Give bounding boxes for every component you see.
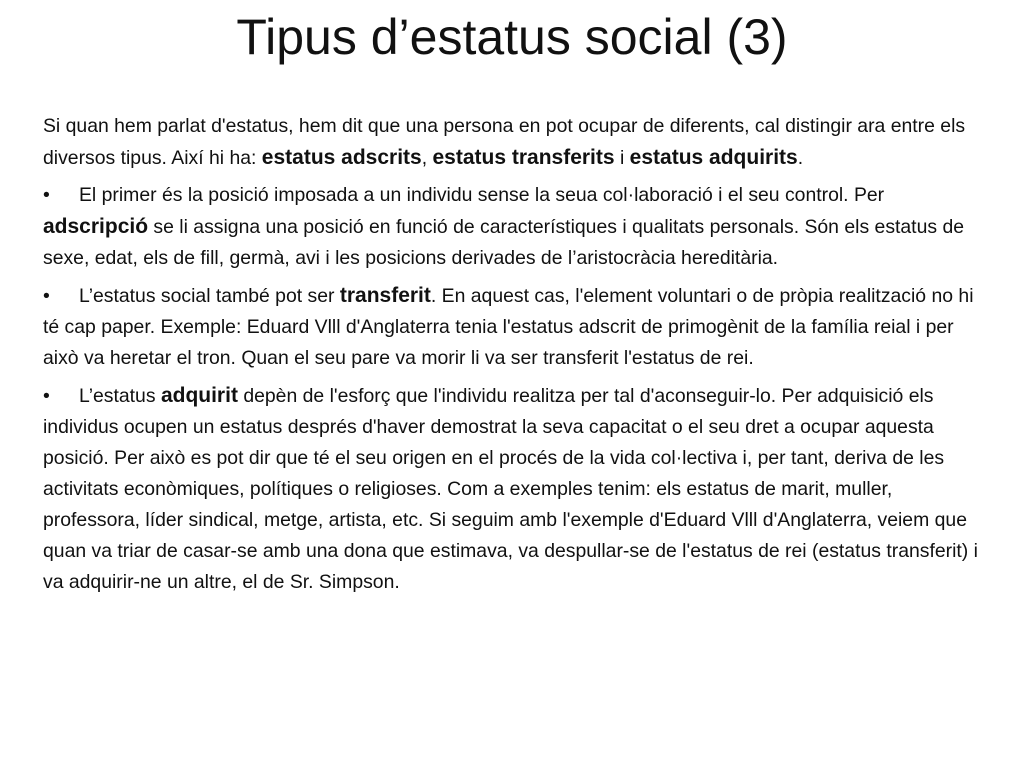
intro-text-4: .: [797, 147, 804, 169]
term-estatus-transferits: estatus transferits: [432, 146, 615, 169]
bullet-icon: •: [43, 184, 50, 206]
bullet-icon: •: [43, 385, 50, 407]
intro-text-2: ,: [421, 147, 433, 169]
bullet-item-adquirit: [43, 380, 988, 598]
intro-text-3: i: [614, 147, 630, 169]
slide-body: [43, 111, 988, 604]
bullet-3-text-1: L’estatus: [79, 385, 161, 407]
bullet-item-transferit: [43, 280, 988, 374]
slide-title: Tipus d’estatus social (3): [236, 9, 788, 65]
intro-text-1: Si quan hem parlat d'estatus, hem dit que una persona en pot ocupar de diferents, cal distingir ara entre els diversos tipus. Així hi ha:: [43, 115, 966, 169]
bullet-3-text-2: depèn de l'esforç que l'individu realitza per tal d'aconseguir-lo. Per adquisició els individus ocupen un estatus després d'haver demostrat la seva capacitat o el seu dret a ocupar aquesta posició. Per això es pot dir que té el seu origen en el procés de la vida col·lectiva i, per tant, deriva de les activitats econòmiques, polítiques o religioses. Com a exemples tenim: els estatus de marit, muller, professora, líder sindical, metge, artista, etc. Si seguim amb l'exemple d'Eduard Vlll d'Anglaterra, veiem que quan va triar de casar-se amb una dona que estimava, va despullar-se de l'estatus de rei (estatus transferit) i va adquirir-ne un altre, el de Sr. Simpson.: [43, 385, 978, 593]
term-adscripcio: adscripció: [43, 215, 149, 238]
bullet-item-adscrit: [43, 180, 988, 274]
term-adquirit: adquirit: [160, 384, 238, 407]
bullet-1-text-1: El primer és la posició imposada a un individu sense la seua col·laboració i el seu control. Per: [79, 184, 885, 206]
bullet-icon: •: [43, 285, 50, 307]
bullet-1-text-2: se li assigna una posició en funció de característiques i qualitats personals. Són els estatus de sexe, edat, els de fill, germà, avi i les posicions derivades de l’aristocràcia hereditària.: [43, 216, 965, 269]
intro-paragraph: [43, 111, 988, 174]
bullet-2-text-1: L’estatus social també pot ser: [79, 285, 340, 307]
term-estatus-adscrits: estatus adscrits: [261, 146, 422, 169]
bullet-2-text-2: . En aquest cas, l'element voluntari o de pròpia realització no hi té cap paper. Exemple: Eduard Vlll d'Anglaterra tenia l'estatus adscrit de primogènit de la família reial i per això va heretar el tron. Quan el seu pare va morir li va ser transferit l'estatus de rei.: [43, 285, 974, 369]
term-estatus-adquirits: estatus adquirits: [629, 146, 798, 169]
term-transferit: transferit: [339, 284, 431, 307]
